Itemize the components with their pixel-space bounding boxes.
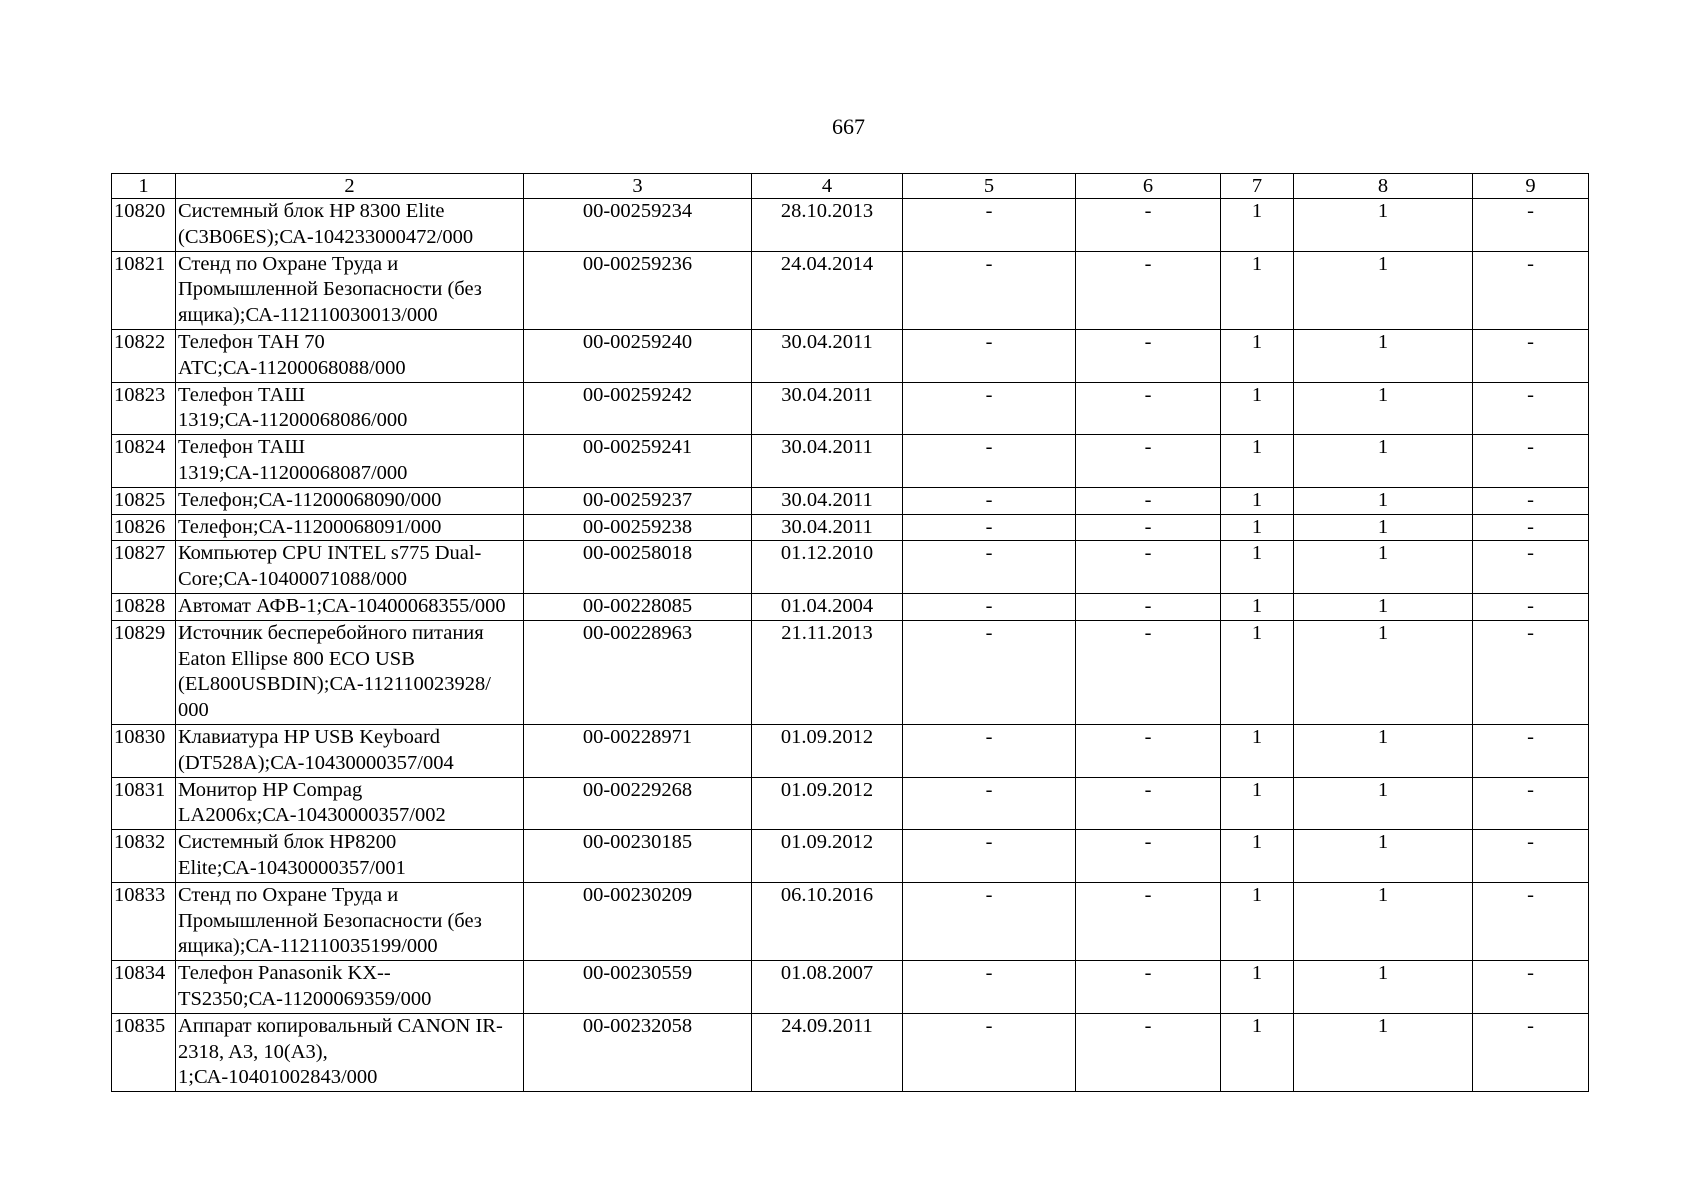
column-9-cell: - <box>1473 487 1589 514</box>
column-7-cell: 1 <box>1221 593 1294 620</box>
inventory-code-cell: 00-00228085 <box>524 593 752 620</box>
column-6-cell: - <box>1076 329 1221 382</box>
inventory-code-cell: 00-00228971 <box>524 724 752 777</box>
column-8-cell: 1 <box>1294 830 1473 883</box>
column-5-cell: - <box>903 435 1076 488</box>
table-row <box>112 329 1589 382</box>
inventory-code-cell: 00-00259237 <box>524 487 752 514</box>
column-7-cell: 1 <box>1221 382 1294 435</box>
date-cell: 21.11.2013 <box>752 620 903 724</box>
row-number-cell: 10824 <box>112 435 176 488</box>
table-row <box>112 882 1589 960</box>
item-name-cell: Аппарат копировальный CANON IR-2318, A3, 10(A3), 1;СА-10401002843/000 <box>176 1013 524 1091</box>
date-cell: 01.09.2012 <box>752 777 903 830</box>
table-row <box>112 777 1589 830</box>
column-5-cell: - <box>903 961 1076 1014</box>
date-cell: 01.09.2012 <box>752 830 903 883</box>
row-number-cell: 10823 <box>112 382 176 435</box>
item-name-cell: Стенд по Охране Труда и Промышленной Безопасности (без ящика);СА-112110035199/000 <box>176 882 524 960</box>
column-8-cell: 1 <box>1294 199 1473 252</box>
asset-table <box>111 173 1589 1092</box>
row-number-cell: 10831 <box>112 777 176 830</box>
row-number-cell: 10832 <box>112 830 176 883</box>
column-6-cell: - <box>1076 1013 1221 1091</box>
column-6-cell: - <box>1076 882 1221 960</box>
table-row <box>112 199 1589 252</box>
inventory-code-cell: 00-00259234 <box>524 199 752 252</box>
inventory-code-cell: 00-00230209 <box>524 882 752 960</box>
item-name-cell: Системный блок HP 8300 Elite (C3B06ES);СА-104233000472/000 <box>176 199 524 252</box>
column-7-cell: 1 <box>1221 199 1294 252</box>
date-cell: 30.04.2011 <box>752 382 903 435</box>
item-name-cell: Телефон ТАШ 1319;СА-11200068087/000 <box>176 435 524 488</box>
column-header: 6 <box>1076 174 1221 199</box>
item-name-cell: Телефон;СА-11200068090/000 <box>176 487 524 514</box>
row-number-cell: 10829 <box>112 620 176 724</box>
column-5-cell: - <box>903 724 1076 777</box>
date-cell: 01.09.2012 <box>752 724 903 777</box>
column-9-cell: - <box>1473 514 1589 541</box>
column-8-cell: 1 <box>1294 593 1473 620</box>
row-number-cell: 10830 <box>112 724 176 777</box>
column-5-cell: - <box>903 830 1076 883</box>
column-header: 3 <box>524 174 752 199</box>
column-9-cell: - <box>1473 620 1589 724</box>
column-7-cell: 1 <box>1221 777 1294 830</box>
column-7-cell: 1 <box>1221 251 1294 329</box>
column-8-cell: 1 <box>1294 1013 1473 1091</box>
column-header: 9 <box>1473 174 1589 199</box>
row-number-cell: 10822 <box>112 329 176 382</box>
column-6-cell: - <box>1076 777 1221 830</box>
column-9-cell: - <box>1473 830 1589 883</box>
column-9-cell: - <box>1473 329 1589 382</box>
column-6-cell: - <box>1076 514 1221 541</box>
item-name-cell: Автомат АФВ-1;СА-10400068355/000 <box>176 593 524 620</box>
inventory-code-cell: 00-00230559 <box>524 961 752 1014</box>
column-6-cell: - <box>1076 593 1221 620</box>
date-cell: 01.08.2007 <box>752 961 903 1014</box>
item-name-cell: Телефон Panasonik KX--TS2350;СА-11200069359/000 <box>176 961 524 1014</box>
table-row <box>112 382 1589 435</box>
column-5-cell: - <box>903 541 1076 594</box>
column-6-cell: - <box>1076 620 1221 724</box>
table-row <box>112 961 1589 1014</box>
date-cell: 28.10.2013 <box>752 199 903 252</box>
column-9-cell: - <box>1473 199 1589 252</box>
row-number-cell: 10826 <box>112 514 176 541</box>
column-5-cell: - <box>903 329 1076 382</box>
table-row <box>112 620 1589 724</box>
inventory-code-cell: 00-00232058 <box>524 1013 752 1091</box>
column-7-cell: 1 <box>1221 435 1294 488</box>
table-row <box>112 1013 1589 1091</box>
column-8-cell: 1 <box>1294 724 1473 777</box>
column-6-cell: - <box>1076 251 1221 329</box>
header-row <box>112 174 1589 199</box>
date-cell: 24.04.2014 <box>752 251 903 329</box>
column-header: 5 <box>903 174 1076 199</box>
column-9-cell: - <box>1473 435 1589 488</box>
table-row <box>112 724 1589 777</box>
inventory-code-cell: 00-00259238 <box>524 514 752 541</box>
date-cell: 30.04.2011 <box>752 487 903 514</box>
column-8-cell: 1 <box>1294 882 1473 960</box>
table-body <box>112 199 1589 1092</box>
inventory-code-cell: 00-00259241 <box>524 435 752 488</box>
column-9-cell: - <box>1473 777 1589 830</box>
page-number: 667 <box>832 114 865 139</box>
column-8-cell: 1 <box>1294 382 1473 435</box>
row-number-cell: 10825 <box>112 487 176 514</box>
column-6-cell: - <box>1076 961 1221 1014</box>
column-5-cell: - <box>903 487 1076 514</box>
column-8-cell: 1 <box>1294 620 1473 724</box>
table-row <box>112 487 1589 514</box>
table-row <box>112 435 1589 488</box>
column-7-cell: 1 <box>1221 724 1294 777</box>
table-row <box>112 830 1589 883</box>
row-number-cell: 10821 <box>112 251 176 329</box>
inventory-code-cell: 00-00259240 <box>524 329 752 382</box>
date-cell: 30.04.2011 <box>752 329 903 382</box>
date-cell: 01.12.2010 <box>752 541 903 594</box>
column-9-cell: - <box>1473 882 1589 960</box>
column-8-cell: 1 <box>1294 329 1473 382</box>
table-row <box>112 514 1589 541</box>
date-cell: 30.04.2011 <box>752 435 903 488</box>
column-7-cell: 1 <box>1221 514 1294 541</box>
column-6-cell: - <box>1076 435 1221 488</box>
date-cell: 30.04.2011 <box>752 514 903 541</box>
column-8-cell: 1 <box>1294 435 1473 488</box>
column-header: 4 <box>752 174 903 199</box>
column-header: 2 <box>176 174 524 199</box>
column-8-cell: 1 <box>1294 961 1473 1014</box>
column-header: 7 <box>1221 174 1294 199</box>
row-number-cell: 10827 <box>112 541 176 594</box>
item-name-cell: Системный блок HP8200 Elite;СА-10430000357/001 <box>176 830 524 883</box>
column-6-cell: - <box>1076 199 1221 252</box>
column-5-cell: - <box>903 882 1076 960</box>
item-name-cell: Стенд по Охране Труда и Промышленной Безопасности (без ящика);СА-112110030013/000 <box>176 251 524 329</box>
column-9-cell: - <box>1473 251 1589 329</box>
column-header: 8 <box>1294 174 1473 199</box>
column-5-cell: - <box>903 620 1076 724</box>
column-9-cell: - <box>1473 593 1589 620</box>
table-row <box>112 251 1589 329</box>
column-8-cell: 1 <box>1294 251 1473 329</box>
column-5-cell: - <box>903 1013 1076 1091</box>
column-5-cell: - <box>903 199 1076 252</box>
column-6-cell: - <box>1076 382 1221 435</box>
inventory-code-cell: 00-00229268 <box>524 777 752 830</box>
column-6-cell: - <box>1076 830 1221 883</box>
row-number-cell: 10833 <box>112 882 176 960</box>
inventory-code-cell: 00-00230185 <box>524 830 752 883</box>
column-8-cell: 1 <box>1294 487 1473 514</box>
item-name-cell: Источник бесперебойного питания Eaton Ellipse 800 ECO USB (EL800USBDIN);СА-112110023928/ 000 <box>176 620 524 724</box>
column-6-cell: - <box>1076 487 1221 514</box>
column-7-cell: 1 <box>1221 541 1294 594</box>
column-6-cell: - <box>1076 724 1221 777</box>
table-row <box>112 593 1589 620</box>
row-number-cell: 10828 <box>112 593 176 620</box>
item-name-cell: Телефон;СА-11200068091/000 <box>176 514 524 541</box>
item-name-cell: Телефон ТАШ 1319;СА-11200068086/000 <box>176 382 524 435</box>
inventory-code-cell: 00-00258018 <box>524 541 752 594</box>
column-9-cell: - <box>1473 1013 1589 1091</box>
item-name-cell: Компьютер CPU INTEL s775 Dual-Core;СА-10400071088/000 <box>176 541 524 594</box>
row-number-cell: 10835 <box>112 1013 176 1091</box>
column-8-cell: 1 <box>1294 777 1473 830</box>
column-9-cell: - <box>1473 382 1589 435</box>
column-7-cell: 1 <box>1221 1013 1294 1091</box>
table-row <box>112 541 1589 594</box>
column-5-cell: - <box>903 514 1076 541</box>
row-number-cell: 10820 <box>112 199 176 252</box>
date-cell: 24.09.2011 <box>752 1013 903 1091</box>
column-7-cell: 1 <box>1221 882 1294 960</box>
column-5-cell: - <box>903 777 1076 830</box>
column-8-cell: 1 <box>1294 541 1473 594</box>
item-name-cell: Монитор HP Compag LA2006x;СА-10430000357/002 <box>176 777 524 830</box>
column-7-cell: 1 <box>1221 487 1294 514</box>
inventory-code-cell: 00-00259242 <box>524 382 752 435</box>
column-9-cell: - <box>1473 724 1589 777</box>
column-5-cell: - <box>903 382 1076 435</box>
column-8-cell: 1 <box>1294 514 1473 541</box>
column-9-cell: - <box>1473 541 1589 594</box>
item-name-cell: Телефон ТАН 70 АТС;СА-11200068088/000 <box>176 329 524 382</box>
column-7-cell: 1 <box>1221 830 1294 883</box>
column-5-cell: - <box>903 593 1076 620</box>
row-number-cell: 10834 <box>112 961 176 1014</box>
date-cell: 01.04.2004 <box>752 593 903 620</box>
item-name-cell: Клавиатура HP USB Keyboard (DT528A);СА-10430000357/004 <box>176 724 524 777</box>
column-7-cell: 1 <box>1221 329 1294 382</box>
column-7-cell: 1 <box>1221 620 1294 724</box>
column-9-cell: - <box>1473 961 1589 1014</box>
column-7-cell: 1 <box>1221 961 1294 1014</box>
inventory-code-cell: 00-00228963 <box>524 620 752 724</box>
date-cell: 06.10.2016 <box>752 882 903 960</box>
column-5-cell: - <box>903 251 1076 329</box>
column-6-cell: - <box>1076 541 1221 594</box>
inventory-code-cell: 00-00259236 <box>524 251 752 329</box>
column-header: 1 <box>112 174 176 199</box>
